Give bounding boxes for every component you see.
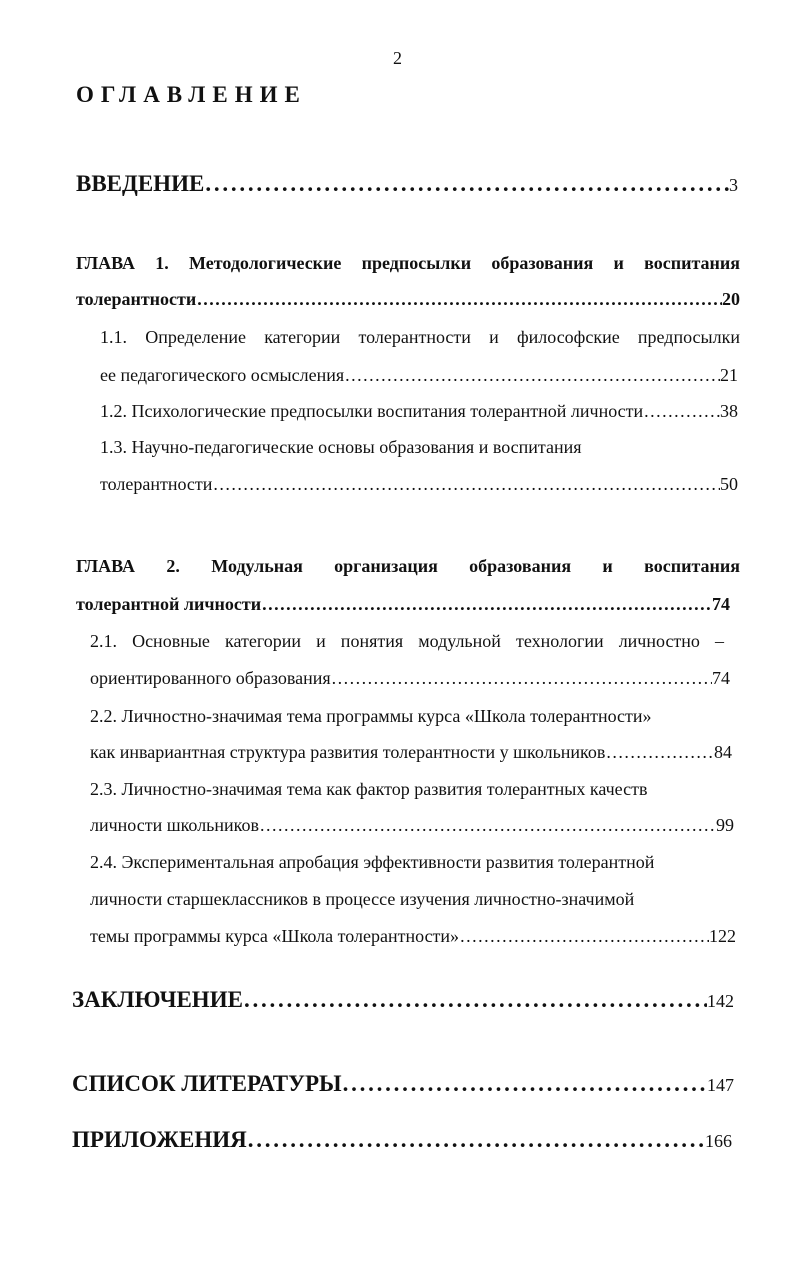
- dot-leader: [605, 743, 714, 761]
- toc-entry-label: как инвариантная структура развития толерантности у школьников: [90, 742, 606, 762]
- toc-entry-label: ПРИЛОЖЕНИЯ: [72, 1127, 247, 1152]
- dot-leader: [261, 595, 712, 613]
- page-number: 2: [393, 48, 402, 68]
- toc-entry-2-3[interactable]: [90, 816, 734, 834]
- toc-entry-label: личности школьников: [90, 815, 259, 835]
- toc-entry-2-2-line1[interactable]: 2.2. Личностно-значимая тема программы курса «Школа толерантности»: [90, 706, 652, 726]
- dot-leader: [247, 1128, 705, 1151]
- toc-entry-2-1[interactable]: [90, 669, 730, 687]
- dot-leader: [342, 1072, 707, 1095]
- dot-leader: [204, 172, 729, 195]
- toc-entry-page: 21: [720, 365, 738, 385]
- page-title: ОГЛАВЛЕНИЕ: [76, 82, 307, 107]
- toc-entry-2-4-line2[interactable]: личности старшеклассников в процессе изучения личностно-значимой: [90, 889, 635, 909]
- toc-entry-2-3-line1[interactable]: 2.3. Личностно-значимая тема как фактор развития толерантных качеств: [90, 779, 648, 799]
- toc-entry-page: 20: [722, 289, 740, 309]
- dot-leader: [331, 669, 712, 687]
- toc-entry-intro[interactable]: [76, 172, 738, 195]
- toc-entry-label: толерантности: [76, 289, 197, 309]
- toc-entry-page: 147: [707, 1075, 734, 1095]
- chapter-2-heading[interactable]: ГЛАВА 2. Модульная организация образования и воспитания: [76, 556, 740, 576]
- toc-entry-page: 99: [716, 815, 734, 835]
- toc-entry-page: 38: [720, 401, 738, 421]
- toc-entry-1-3[interactable]: [100, 475, 738, 493]
- toc-entry-chapter-2[interactable]: [76, 595, 730, 613]
- toc-entry-page: 122: [709, 926, 736, 946]
- toc-entry-chapter-1[interactable]: [76, 290, 740, 308]
- toc-entry-2-4-line1[interactable]: 2.4. Экспериментальная апробация эффективности развития толерантной: [90, 852, 655, 872]
- toc-entry-label: ее педагогического осмысления: [100, 365, 345, 385]
- toc-entry-page: 50: [720, 474, 738, 494]
- toc-entry-label: толерантной личности: [76, 594, 262, 614]
- toc-entry-2-1-line1[interactable]: 2.1. Основные категории и понятия модульной технологии личностно –: [90, 631, 724, 651]
- toc-entry-label: ориентированного образования: [90, 668, 331, 688]
- toc-entry-page: 84: [714, 742, 732, 762]
- dot-leader: [259, 816, 716, 834]
- toc-entry-label: темы программы курса «Школа толерантности»: [90, 926, 460, 946]
- toc-entry-1-3-line1[interactable]: 1.3. Научно-педагогические основы образования и воспитания: [100, 437, 582, 457]
- dot-leader: [212, 475, 720, 493]
- toc-entry-appendices[interactable]: [72, 1128, 732, 1151]
- toc-entry-label: ЗАКЛЮЧЕНИЕ: [72, 987, 243, 1012]
- toc-entry-label: ВВЕДЕНИЕ: [76, 171, 205, 196]
- dot-leader: [643, 402, 720, 420]
- toc-entry-label: толерантности: [100, 474, 213, 494]
- toc-entry-1-1-line1[interactable]: 1.1. Определение категории толерантности и философские предпосылки: [100, 327, 740, 347]
- dot-leader: [459, 927, 709, 945]
- toc-entry-page: 3: [729, 175, 738, 195]
- toc-entry-1-2[interactable]: [100, 402, 738, 420]
- toc-entry-bibliography[interactable]: [72, 1072, 734, 1095]
- dot-leader: [243, 988, 707, 1011]
- toc-entry-2-2[interactable]: [90, 743, 732, 761]
- toc-entry-conclusion[interactable]: [72, 988, 734, 1011]
- toc-entry-page: 166: [705, 1131, 732, 1151]
- toc-entry-label: СПИСОК ЛИТЕРАТУРЫ: [72, 1071, 342, 1096]
- toc-entry-page: 142: [707, 991, 734, 1011]
- toc-entry-page: 74: [712, 594, 730, 614]
- toc-entry-1-1[interactable]: [100, 366, 738, 384]
- dot-leader: [344, 366, 720, 384]
- chapter-1-heading[interactable]: ГЛАВА 1. Методологические предпосылки образования и воспитания: [76, 253, 740, 273]
- dot-leader: [196, 290, 722, 308]
- toc-entry-2-4[interactable]: [90, 927, 736, 945]
- toc-entry-page: 74: [712, 668, 730, 688]
- toc-entry-label: 1.2. Психологические предпосылки воспитания толерантной личности: [100, 401, 644, 421]
